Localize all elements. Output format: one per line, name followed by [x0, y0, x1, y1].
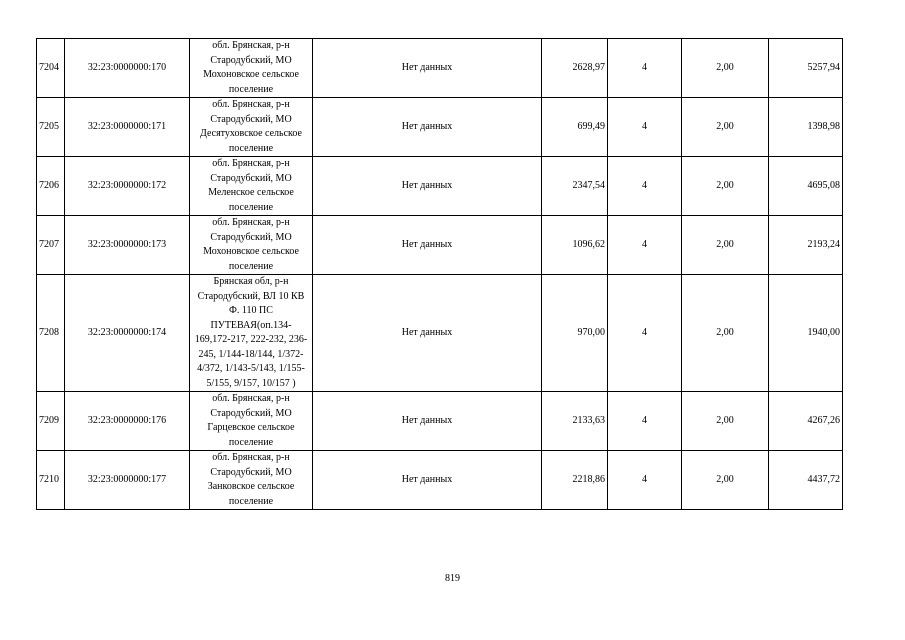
area-cell: 1096,62 [542, 216, 608, 275]
page-number: 819 [445, 573, 460, 584]
cadastral-number-cell: 32:23:0000000:176 [65, 392, 190, 451]
address-line: обл. Брянская, р-н [212, 40, 290, 51]
address-line: поселение [228, 260, 274, 272]
table-row [37, 157, 843, 216]
category-cell: 4 [608, 275, 682, 392]
info-cell: Нет данных [313, 275, 542, 392]
table-row [37, 216, 843, 275]
info-cell: Нет данных [313, 392, 542, 451]
category-cell: 4 [608, 451, 682, 510]
area-cell: 699,49 [542, 98, 608, 157]
rate-cell: 2,00 [682, 216, 769, 275]
category-cell: 4 [608, 157, 682, 216]
category-cell: 4 [608, 98, 682, 157]
info-cell: Нет данных [313, 451, 542, 510]
total-cell: 1398,98 [769, 98, 843, 157]
total-cell: 4437,72 [769, 451, 843, 510]
total-cell: 4695,08 [769, 157, 843, 216]
area-cell: 2628,97 [542, 39, 608, 98]
table-row [37, 275, 843, 392]
address-line: поселение [228, 495, 274, 507]
address-cell [190, 275, 313, 392]
address-line: Стародубский, МО [210, 172, 292, 184]
address-line: поселение [228, 201, 274, 213]
address-line: поселение [228, 142, 274, 154]
row-number-cell: 7209 [37, 392, 65, 451]
table-row [37, 39, 843, 98]
address-line: 5/155, 9/157, 10/157 ) [206, 377, 296, 389]
cadastral-number-cell: 32:23:0000000:174 [65, 275, 190, 392]
table-row [37, 392, 843, 451]
address-line: ПУТЕВАЯ(оп.134- [210, 319, 292, 331]
rate-cell: 2,00 [682, 392, 769, 451]
cadastral-number-cell: 32:23:0000000:172 [65, 157, 190, 216]
address-line: обл. Брянская, р-н [212, 393, 290, 404]
cadastral-number-cell: 32:23:0000000:173 [65, 216, 190, 275]
info-cell: Нет данных [313, 216, 542, 275]
address-cell [190, 392, 313, 451]
rate-cell: 2,00 [682, 98, 769, 157]
address-line: Гарцевское сельское [207, 422, 295, 433]
address-line: Занковское сельское [207, 481, 295, 492]
address-line: Мохоновское сельское [203, 246, 299, 257]
row-number-cell: 7210 [37, 451, 65, 510]
address-line: обл. Брянская, р-н [212, 452, 290, 463]
info-cell: Нет данных [313, 39, 542, 98]
address-cell [190, 39, 313, 98]
land-plot-table [36, 38, 843, 510]
total-cell: 5257,94 [769, 39, 843, 98]
address-cell [190, 157, 313, 216]
cadastral-number-cell: 32:23:0000000:170 [65, 39, 190, 98]
rate-cell: 2,00 [682, 451, 769, 510]
area-cell: 2347,54 [542, 157, 608, 216]
address-line: Стародубский, МО [210, 407, 292, 419]
info-cell: Нет данных [313, 98, 542, 157]
table-body [37, 39, 843, 510]
table-row [37, 98, 843, 157]
address-line: обл. Брянская, р-н [212, 99, 290, 110]
address-cell [190, 98, 313, 157]
area-cell: 2218,86 [542, 451, 608, 510]
address-line: 245, 1/144-18/144, 1/372- [198, 348, 304, 360]
rate-cell: 2,00 [682, 157, 769, 216]
address-line: Стародубский, МО [210, 231, 292, 243]
row-number-cell: 7204 [37, 39, 65, 98]
address-cell [190, 216, 313, 275]
info-cell: Нет данных [313, 157, 542, 216]
address-line: обл. Брянская, р-н [212, 217, 290, 228]
row-number-cell: 7207 [37, 216, 65, 275]
address-line: Меленское сельское [208, 187, 294, 198]
row-number-cell: 7205 [37, 98, 65, 157]
address-line: обл. Брянская, р-н [212, 158, 290, 169]
rate-cell: 2,00 [682, 39, 769, 98]
address-line: поселение [228, 436, 274, 448]
address-line: Стародубский, МО [210, 113, 292, 125]
category-cell: 4 [608, 216, 682, 275]
row-number-cell: 7208 [37, 275, 65, 392]
address-line: 169,172-217, 222-232, 236- [194, 334, 308, 345]
row-number-cell: 7206 [37, 157, 65, 216]
address-line: Мохоновское сельское [203, 69, 299, 80]
total-cell: 4267,26 [769, 392, 843, 451]
table-row [37, 451, 843, 510]
address-line: Ф. 110 ПС [229, 305, 273, 316]
cadastral-number-cell: 32:23:0000000:171 [65, 98, 190, 157]
address-cell [190, 451, 313, 510]
cadastral-number-cell: 32:23:0000000:177 [65, 451, 190, 510]
address-line: Стародубский, МО [210, 54, 292, 66]
total-cell: 1940,00 [769, 275, 843, 392]
category-cell: 4 [608, 39, 682, 98]
address-line: Брянская обл, р-н [213, 276, 289, 287]
area-cell: 2133,63 [542, 392, 608, 451]
address-line: Стародубский, ВЛ 10 КВ [197, 290, 305, 302]
address-line: поселение [228, 83, 274, 95]
rate-cell: 2,00 [682, 275, 769, 392]
address-line: Десятуховское сельское [200, 128, 302, 139]
area-cell: 970,00 [542, 275, 608, 392]
address-line: Стародубский, МО [210, 466, 292, 478]
address-line: 4/372, 1/143-5/143, 1/155- [197, 363, 305, 374]
total-cell: 2193,24 [769, 216, 843, 275]
category-cell: 4 [608, 392, 682, 451]
